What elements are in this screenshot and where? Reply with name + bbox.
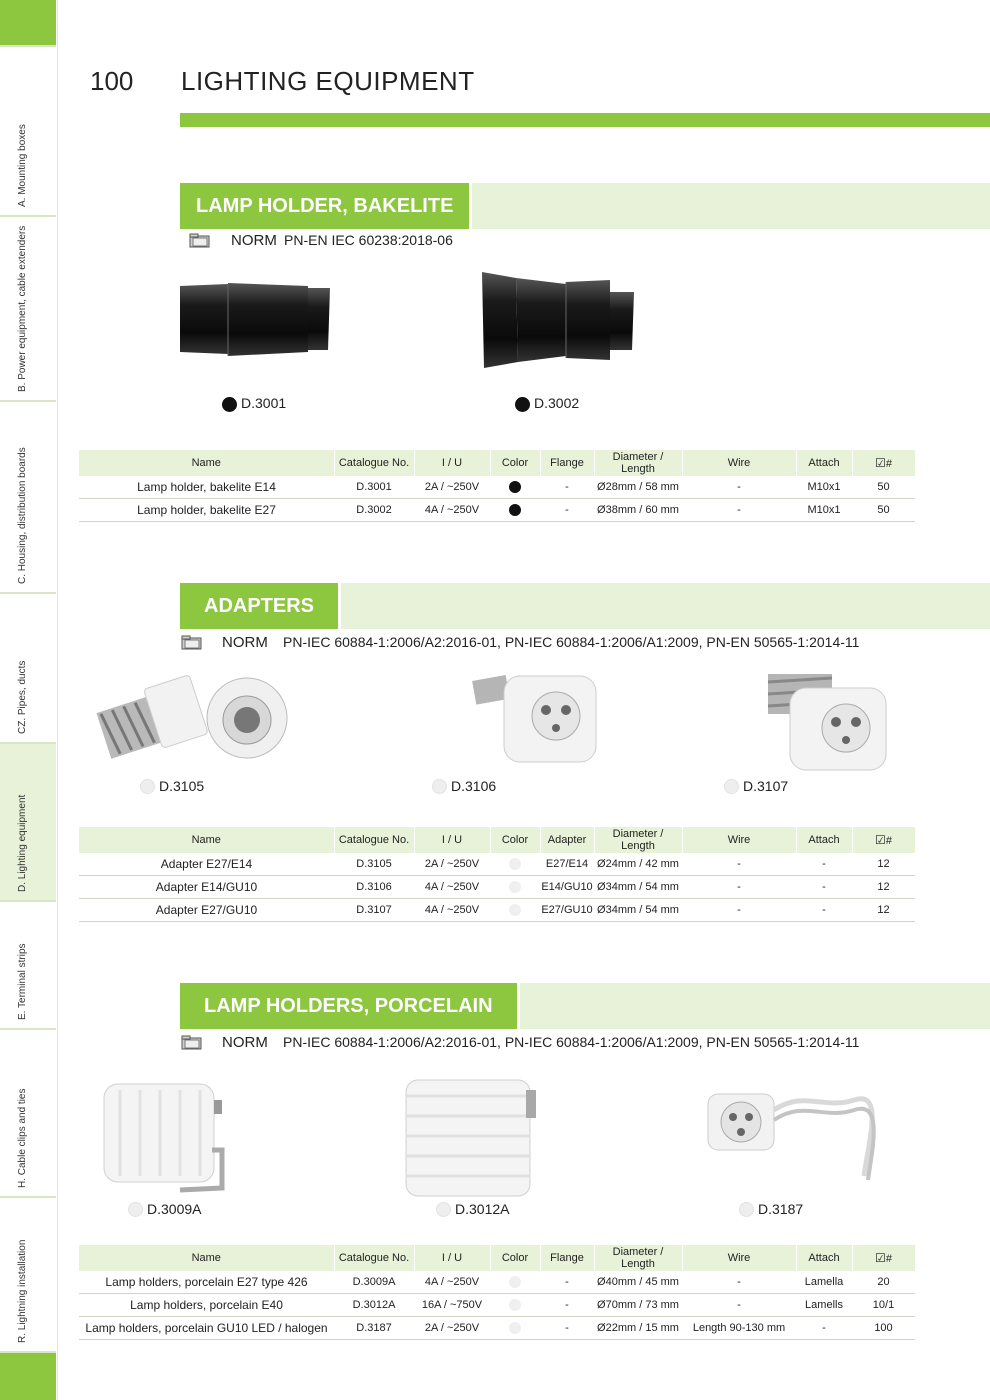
cell-color bbox=[490, 1271, 540, 1294]
section-banner-porcelain bbox=[180, 983, 990, 1029]
sidebar-tab-cable-clips[interactable] bbox=[0, 1030, 56, 1198]
cell-attach: - bbox=[796, 853, 852, 876]
page-number: 100 bbox=[90, 66, 134, 96]
package-icon: ☑ bbox=[875, 1251, 886, 1265]
sidebar-tab-label: A. Mounting boxes bbox=[17, 124, 28, 207]
folder-icon bbox=[181, 635, 203, 648]
cell-package: 12 bbox=[852, 899, 915, 922]
cell-catalogue: D.3107 bbox=[334, 899, 414, 922]
column-header: Name bbox=[79, 1245, 334, 1271]
product-image-d3106 bbox=[470, 668, 600, 773]
color-swatch bbox=[509, 1276, 521, 1288]
cell-iu: 16A / ~750V bbox=[414, 1294, 490, 1317]
table-row bbox=[79, 876, 915, 899]
cell-flange: - bbox=[540, 1271, 594, 1294]
cell-package: 50 bbox=[852, 476, 915, 499]
cell-flange: - bbox=[540, 1294, 594, 1317]
column-header: Diameter / Length bbox=[594, 1245, 682, 1271]
sidebar-tab-power-equipment[interactable] bbox=[0, 217, 56, 402]
product-image-d3187 bbox=[704, 1080, 884, 1195]
table-row bbox=[79, 499, 915, 522]
product-code: D.3002 bbox=[534, 395, 580, 411]
section-banner-adapters bbox=[180, 583, 990, 629]
column-header: Wire bbox=[682, 827, 796, 853]
cell-attach: M10x1 bbox=[796, 476, 852, 499]
color-dot bbox=[140, 779, 155, 794]
column-header: # bbox=[885, 835, 892, 847]
cell-wire: - bbox=[682, 899, 796, 922]
cell-name: Adapter E14/GU10 bbox=[79, 876, 334, 899]
product-image-d3002 bbox=[478, 270, 638, 375]
page-title: LIGHTING EQUIPMENT bbox=[181, 66, 475, 96]
cell-package: 50 bbox=[852, 499, 915, 522]
color-swatch bbox=[509, 904, 521, 916]
column-header: Wire bbox=[682, 450, 796, 476]
column-header: Flange bbox=[540, 1245, 594, 1271]
table-row bbox=[79, 899, 915, 922]
sidebar-tab-label: D. Lighting equipment bbox=[17, 794, 28, 892]
section-banner-bakelite bbox=[180, 183, 990, 229]
table-row bbox=[79, 1271, 915, 1294]
cell-name: Lamp holder, bakelite E14 bbox=[79, 476, 334, 499]
norm-value: PN-IEC 60884-1:2006/A2:2016-01, PN-IEC 60884-1:2006/A1:2009, PN-EN 50565-1:2014-11 bbox=[283, 634, 860, 650]
cell-wire: - bbox=[682, 853, 796, 876]
sidebar-tab-label: R. Lightning installation bbox=[17, 1239, 28, 1343]
cell-iu: 4A / ~250V bbox=[414, 876, 490, 899]
norm-value: PN-EN IEC 60238:2018-06 bbox=[284, 232, 453, 248]
column-header: Flange bbox=[540, 450, 594, 476]
color-swatch bbox=[509, 504, 521, 516]
column-header: I / U bbox=[414, 1245, 490, 1271]
product-code: D.3107 bbox=[743, 778, 789, 794]
sidebar-tab-label: B. Power equipment, cable extenders bbox=[17, 225, 28, 392]
color-dot bbox=[432, 779, 447, 794]
cell-iu: 4A / ~250V bbox=[414, 499, 490, 522]
folder-icon bbox=[181, 1035, 203, 1048]
sidebar-bottom-accent bbox=[0, 1353, 56, 1400]
header-rule bbox=[180, 113, 990, 127]
column-header: Attach bbox=[796, 450, 852, 476]
sidebar-tab-pipes[interactable] bbox=[0, 594, 56, 744]
cell-wire: - bbox=[682, 476, 796, 499]
sidebar bbox=[0, 0, 58, 1400]
column-header: Wire bbox=[682, 1245, 796, 1271]
cell-catalogue: D.3012A bbox=[334, 1294, 414, 1317]
cell-catalogue: D.3105 bbox=[334, 853, 414, 876]
cell-iu: 4A / ~250V bbox=[414, 899, 490, 922]
cell-iu: 2A / ~250V bbox=[414, 853, 490, 876]
cell-attach: - bbox=[796, 876, 852, 899]
column-header: I / U bbox=[414, 450, 490, 476]
sidebar-tab-housing[interactable] bbox=[0, 402, 56, 594]
section-title: LAMP HOLDER, BAKELITE bbox=[180, 183, 472, 229]
table-row bbox=[79, 853, 915, 876]
cell-color bbox=[490, 499, 540, 522]
product-image-d3001 bbox=[178, 280, 333, 365]
color-swatch bbox=[509, 881, 521, 893]
cell-package: 10/1 bbox=[852, 1294, 915, 1317]
column-header: Diameter / Length bbox=[594, 827, 682, 853]
product-image-d3012a bbox=[402, 1076, 542, 1206]
norm-label: NORM bbox=[231, 232, 277, 249]
color-dot bbox=[515, 397, 530, 412]
folder-icon bbox=[189, 233, 211, 246]
cell-catalogue: D.3009A bbox=[334, 1271, 414, 1294]
sidebar-tab-label: CZ. Pipes, ducts bbox=[17, 660, 28, 734]
cell-iu: 2A / ~250V bbox=[414, 476, 490, 499]
cell-name: Adapter E27/E14 bbox=[79, 853, 334, 876]
color-dot bbox=[436, 1202, 451, 1217]
column-header: Color bbox=[490, 450, 540, 476]
package-icon: ☑ bbox=[875, 833, 886, 847]
color-dot bbox=[739, 1202, 754, 1217]
cell-diameter: Ø40mm / 45 mm bbox=[594, 1271, 682, 1294]
cell-name: Lamp holders, porcelain E27 type 426 bbox=[79, 1271, 334, 1294]
cell-attach: - bbox=[796, 899, 852, 922]
cell-catalogue: D.3106 bbox=[334, 876, 414, 899]
color-dot bbox=[222, 397, 237, 412]
column-header: # bbox=[885, 458, 892, 470]
cell-package: 20 bbox=[852, 1271, 915, 1294]
cell-flange: - bbox=[540, 476, 594, 499]
section-title: LAMP HOLDERS, PORCELAIN bbox=[180, 983, 520, 1029]
cell-adapter: E14/GU10 bbox=[540, 876, 594, 899]
table-header-row bbox=[79, 1245, 915, 1271]
cell-attach: - bbox=[796, 1317, 852, 1340]
color-dot bbox=[724, 779, 739, 794]
cell-diameter: Ø70mm / 73 mm bbox=[594, 1294, 682, 1317]
cell-color bbox=[490, 1294, 540, 1317]
color-swatch bbox=[509, 858, 521, 870]
norm-label: NORM bbox=[222, 634, 268, 651]
column-header: Catalogue No. bbox=[334, 450, 414, 476]
product-code: D.3187 bbox=[758, 1201, 804, 1217]
column-header: Name bbox=[79, 827, 334, 853]
column-header: Adapter bbox=[540, 827, 594, 853]
cell-wire: - bbox=[682, 499, 796, 522]
column-header-package bbox=[852, 827, 915, 853]
cell-diameter: Ø28mm / 58 mm bbox=[594, 476, 682, 499]
norm-value: PN-IEC 60884-1:2006/A2:2016-01, PN-IEC 60884-1:2006/A1:2009, PN-EN 50565-1:2014-11 bbox=[283, 1034, 860, 1050]
column-header: Catalogue No. bbox=[334, 827, 414, 853]
cell-diameter: Ø22mm / 15 mm bbox=[594, 1317, 682, 1340]
cell-attach: Lamells bbox=[796, 1294, 852, 1317]
cell-name: Lamp holder, bakelite E27 bbox=[79, 499, 334, 522]
cell-wire: - bbox=[682, 876, 796, 899]
cell-iu: 4A / ~250V bbox=[414, 1271, 490, 1294]
cell-wire: - bbox=[682, 1294, 796, 1317]
norm-label: NORM bbox=[222, 1034, 268, 1051]
table-row bbox=[79, 1317, 915, 1340]
cell-package: 12 bbox=[852, 876, 915, 899]
table-header-row bbox=[79, 827, 915, 853]
product-code: D.3009A bbox=[147, 1201, 202, 1217]
cell-diameter: Ø34mm / 54 mm bbox=[594, 876, 682, 899]
cell-wire: - bbox=[682, 1271, 796, 1294]
cell-name: Lamp holders, porcelain GU10 LED / halogen bbox=[79, 1317, 334, 1340]
sidebar-tab-label: H. Cable clips and ties bbox=[17, 1088, 28, 1188]
spec-table-adapters bbox=[79, 827, 916, 922]
product-code: D.3012A bbox=[455, 1201, 510, 1217]
column-header-package bbox=[852, 450, 915, 476]
sidebar-tab-label: C. Housing, distribution boards bbox=[17, 447, 28, 584]
cell-color bbox=[490, 853, 540, 876]
cell-color bbox=[490, 1317, 540, 1340]
cell-package: 100 bbox=[852, 1317, 915, 1340]
product-code: D.3106 bbox=[451, 778, 497, 794]
table-header-row bbox=[79, 450, 915, 476]
sidebar-tab-label: E. Terminal strips bbox=[17, 943, 28, 1020]
column-header-package bbox=[852, 1245, 915, 1271]
cell-package: 12 bbox=[852, 853, 915, 876]
cell-name: Adapter E27/GU10 bbox=[79, 899, 334, 922]
cell-adapter: E27/GU10 bbox=[540, 899, 594, 922]
spec-table-porcelain bbox=[79, 1245, 916, 1340]
cell-catalogue: D.3001 bbox=[334, 476, 414, 499]
cell-catalogue: D.3187 bbox=[334, 1317, 414, 1340]
package-icon: ☑ bbox=[875, 456, 886, 470]
column-header: Attach bbox=[796, 827, 852, 853]
column-header: Color bbox=[490, 827, 540, 853]
sidebar-top-accent bbox=[0, 0, 56, 47]
spec-table-bakelite bbox=[79, 450, 916, 522]
cell-flange: - bbox=[540, 1317, 594, 1340]
column-header: I / U bbox=[414, 827, 490, 853]
color-swatch bbox=[509, 481, 521, 493]
table-row bbox=[79, 1294, 915, 1317]
color-dot bbox=[128, 1202, 143, 1217]
column-header: Diameter / Length bbox=[594, 450, 682, 476]
product-code: D.3105 bbox=[159, 778, 205, 794]
cell-wire: Length 90-130 mm bbox=[682, 1317, 796, 1340]
column-header: # bbox=[885, 1253, 892, 1265]
section-title: ADAPTERS bbox=[180, 583, 341, 629]
column-header: Catalogue No. bbox=[334, 1245, 414, 1271]
cell-attach: M10x1 bbox=[796, 499, 852, 522]
cell-name: Lamp holders, porcelain E40 bbox=[79, 1294, 334, 1317]
sidebar-tab-lightning[interactable] bbox=[0, 1198, 56, 1353]
cell-color bbox=[490, 876, 540, 899]
cell-iu: 2A / ~250V bbox=[414, 1317, 490, 1340]
cell-diameter: Ø24mm / 42 mm bbox=[594, 853, 682, 876]
cell-adapter: E27/E14 bbox=[540, 853, 594, 876]
column-header: Name bbox=[79, 450, 334, 476]
product-image-d3009a bbox=[100, 1080, 230, 1200]
product-image-d3107 bbox=[760, 668, 890, 778]
cell-catalogue: D.3002 bbox=[334, 499, 414, 522]
sidebar-tab-terminal-strips[interactable] bbox=[0, 902, 56, 1030]
cell-color bbox=[490, 899, 540, 922]
cell-attach: Lamella bbox=[796, 1271, 852, 1294]
color-swatch bbox=[509, 1299, 521, 1311]
table-row bbox=[79, 476, 915, 499]
product-code: D.3001 bbox=[241, 395, 287, 411]
sidebar-tab-lighting[interactable] bbox=[0, 744, 56, 902]
cell-diameter: Ø34mm / 54 mm bbox=[594, 899, 682, 922]
sidebar-tab-mounting-boxes[interactable] bbox=[0, 47, 56, 217]
color-swatch bbox=[509, 1322, 521, 1334]
column-header: Color bbox=[490, 1245, 540, 1271]
column-header: Attach bbox=[796, 1245, 852, 1271]
cell-diameter: Ø38mm / 60 mm bbox=[594, 499, 682, 522]
cell-color bbox=[490, 476, 540, 499]
product-image-d3105 bbox=[92, 668, 302, 773]
cell-flange: - bbox=[540, 499, 594, 522]
